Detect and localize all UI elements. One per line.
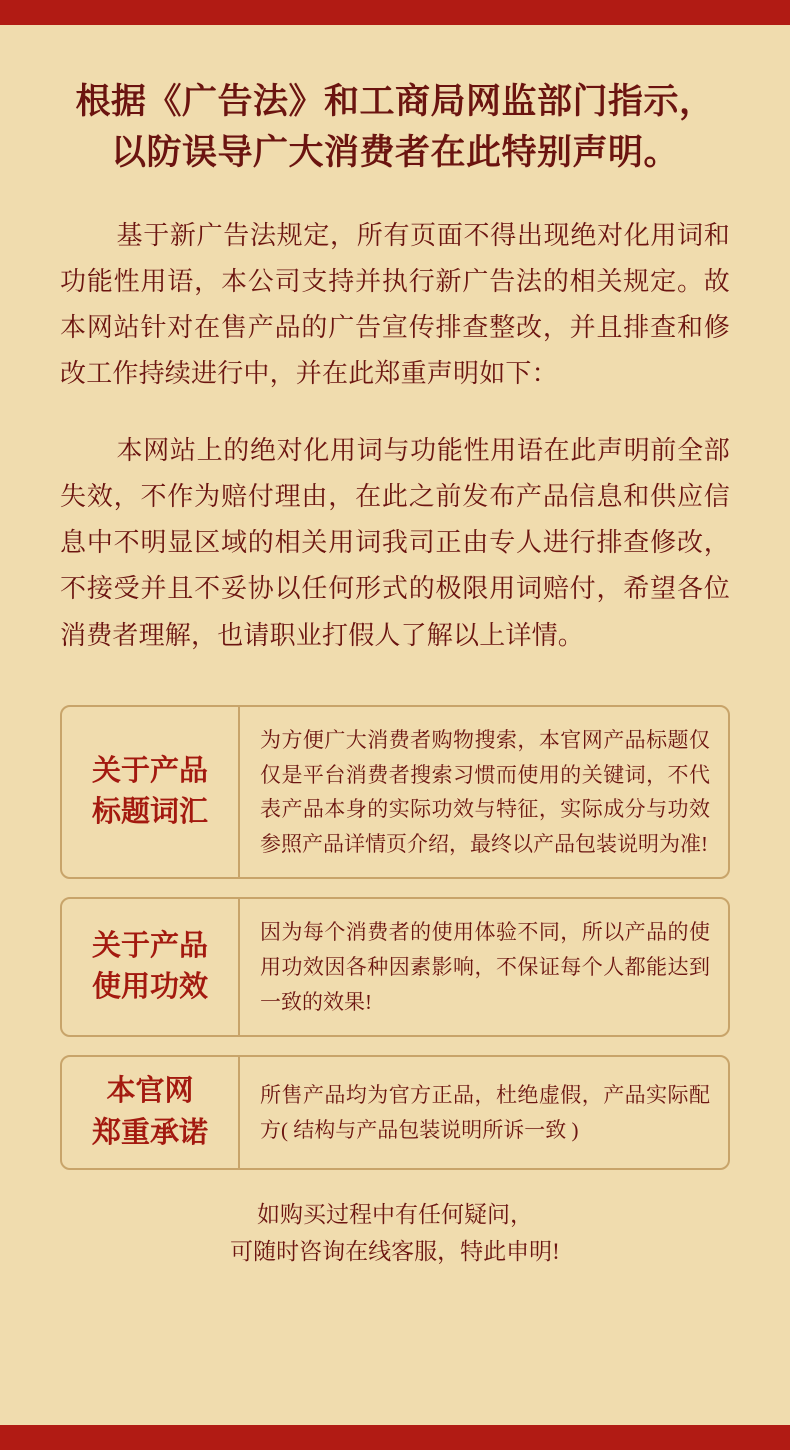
card-product-efficacy-heading (62, 899, 240, 1035)
card-official-promise-heading-line1: 本官网 (106, 1075, 194, 1108)
card-official-promise (60, 1055, 730, 1169)
statement-paragraph-2 (60, 428, 730, 659)
card-product-efficacy-heading-line1: 关于产品 (91, 930, 208, 963)
card-official-promise-body: 所售产品均为官方正品，杜绝虚假，产品实际配方( 结构与产品包装说明所诉一致 ) (260, 1082, 710, 1142)
card-product-title (60, 705, 730, 880)
card-product-efficacy-heading-line2: 使用功效 (91, 971, 208, 1004)
page-title (60, 25, 730, 179)
card-product-title-body: 为方便广大消费者购物搜索，本官网产品标题仅仅是平台消费者搜索习惯而使用的关键词，不代表产品本身的实际功效与特征，实际成分与功效参照产品详情页介绍，最终以产品包装说明为准! (260, 727, 710, 856)
footer-note-line1: 如购买过程中有任何疑问， (257, 1201, 533, 1227)
card-product-title-heading-line1: 关于产品 (91, 755, 208, 787)
footer-note (60, 1196, 730, 1271)
card-product-title-heading (62, 707, 240, 878)
statement-panel (0, 25, 790, 1425)
card-official-promise-heading (62, 1057, 240, 1167)
page-title-line1: 根据《广告法》和工商局网监部门指示， (75, 82, 715, 121)
footer-note-line2: 可随时咨询在线客服，特此申明! (230, 1238, 560, 1264)
page-title-line2: 以防误导广大消费者在此特别声明。 (110, 132, 679, 172)
statement-paragraph-1 (60, 213, 730, 398)
statement-paragraph-1-text: 基于新广告法规定，所有页面不得出现绝对化用词和功能性用语，本公司支持并执行新广告法的相关规定。故本网站针对在售产品的广告宣传排查整改，并且排查和修改工作持续进行中，并在此郑重声明如下： (60, 220, 730, 389)
card-product-efficacy (60, 897, 730, 1037)
card-product-title-heading-line2: 标题词汇 (91, 796, 208, 829)
card-list (60, 705, 730, 1170)
card-product-efficacy-body: 因为每个消费者的使用体验不同，所以产品的使用功效因各种因素影响，不保证每个人都能达到一致的效果! (260, 920, 710, 1014)
statement-paragraph-2-text: 本网站上的绝对化用词与功能性用语在此声明前全部失效，不作为赔付理由，在此之前发布产品信息和供应信息中不明显区域的相关用词我司正由专人进行排查修改，不接受并且不妥协以任何形式的极限用词赔付，希望各位消费者理解，也请职业打假人了解以上详情。 (60, 435, 730, 650)
card-official-promise-heading-line2: 郑重承诺 (91, 1116, 208, 1149)
